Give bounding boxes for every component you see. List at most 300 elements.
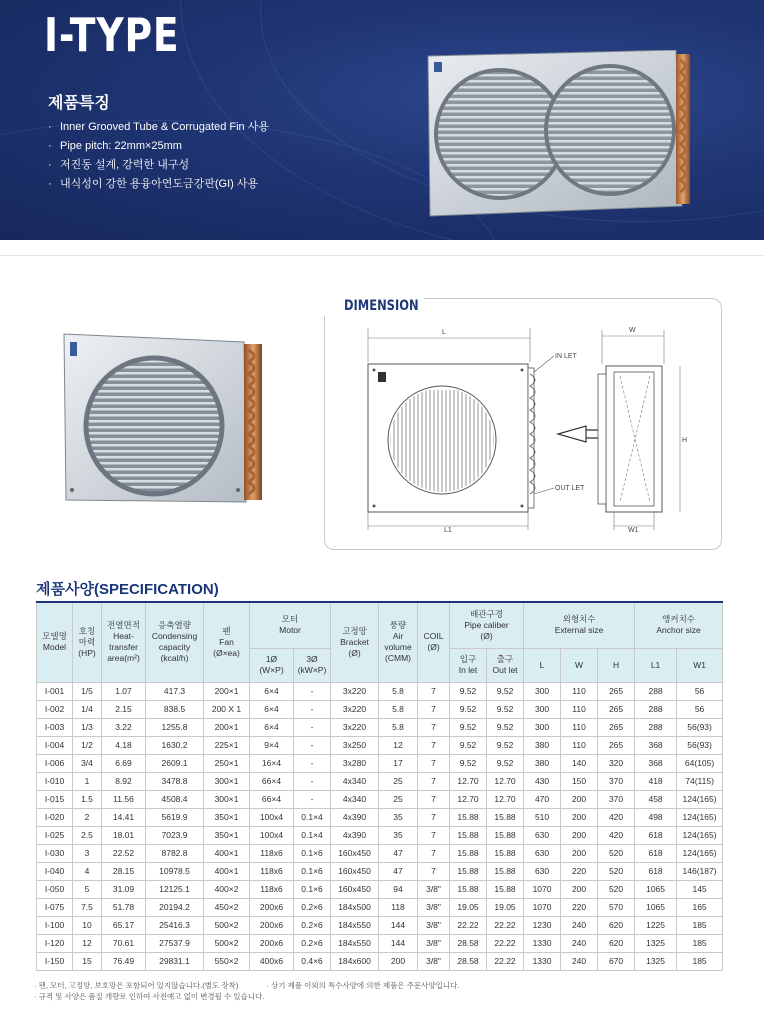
table-cell: 458 <box>635 790 677 808</box>
table-cell: I-025 <box>37 826 73 844</box>
table-cell: 31.09 <box>102 880 146 898</box>
condenser-single-fan-image <box>62 330 272 506</box>
table-cell: 124(165) <box>677 826 723 844</box>
table-cell: 400×1 <box>204 862 250 880</box>
table-cell: 9×4 <box>250 736 294 754</box>
table-cell: 350×1 <box>204 826 250 844</box>
table-cell: 1/4 <box>73 700 102 718</box>
table-cell: 28.58 <box>450 934 487 952</box>
table-cell: 184x550 <box>331 916 379 934</box>
table-cell: 15.88 <box>450 808 487 826</box>
table-cell: 8.92 <box>102 772 146 790</box>
table-cell: 22.22 <box>450 916 487 934</box>
table-row <box>37 682 723 700</box>
table-row <box>37 952 723 970</box>
col-header-motor-3ph: 3Ø (kW×P) <box>294 648 331 682</box>
spec-title: 제품사양(SPECIFICATION) <box>36 581 219 598</box>
table-cell: 498 <box>635 808 677 826</box>
table-row <box>37 862 723 880</box>
col-header-pipe-out: 출구 Out let <box>487 648 524 682</box>
table-cell: 25416.3 <box>146 916 204 934</box>
table-cell: 200 <box>561 880 598 898</box>
table-cell: 200 <box>561 844 598 862</box>
table-cell: - <box>294 682 331 700</box>
table-cell: 1225 <box>635 916 677 934</box>
col-header-hp: 호칭 마력 (HP) <box>73 602 102 682</box>
col-header-coil: COIL (Ø) <box>418 602 450 682</box>
table-cell: 185 <box>677 916 723 934</box>
col-header-motor-1ph: 1Ø (W×P) <box>250 648 294 682</box>
table-cell: 7 <box>418 736 450 754</box>
table-cell: 510 <box>524 808 561 826</box>
table-cell: 19.05 <box>487 898 524 916</box>
table-cell: I-001 <box>37 682 73 700</box>
table-cell: 7 <box>418 700 450 718</box>
table-cell: 618 <box>635 862 677 880</box>
table-cell: 520 <box>598 844 635 862</box>
table-cell: I-050 <box>37 880 73 898</box>
table-cell: 5 <box>73 880 102 898</box>
table-cell: 15.88 <box>450 880 487 898</box>
table-cell: 288 <box>635 682 677 700</box>
feature-item: · 저진동 설계, 강력한 내구성 <box>48 159 190 171</box>
table-cell: 28.58 <box>450 952 487 970</box>
table-cell: 110 <box>561 736 598 754</box>
table-cell: 300 <box>524 700 561 718</box>
table-cell: I-075 <box>37 898 73 916</box>
table-cell: 11.56 <box>102 790 146 808</box>
table-cell: 124(165) <box>677 808 723 826</box>
table-cell: 25 <box>379 790 418 808</box>
table-cell: 118x6 <box>250 880 294 898</box>
col-header-model: 모델명 Model <box>37 602 73 682</box>
table-cell: 630 <box>524 844 561 862</box>
table-cell: 300 <box>524 718 561 736</box>
table-cell: 6×4 <box>250 718 294 736</box>
table-cell: 9.52 <box>450 682 487 700</box>
table-cell: 618 <box>635 844 677 862</box>
table-cell: 3478.8 <box>146 772 204 790</box>
table-cell: 14.41 <box>102 808 146 826</box>
table-cell: 5.8 <box>379 718 418 736</box>
table-cell: 1330 <box>524 934 561 952</box>
table-cell: - <box>294 772 331 790</box>
table-cell: 570 <box>598 898 635 916</box>
table-row <box>37 826 723 844</box>
col-header-fan: 팬 Fan (Ø×ea) <box>204 602 250 682</box>
table-cell: 4 <box>73 862 102 880</box>
table-cell: 12.70 <box>450 790 487 808</box>
table-cell: 56 <box>677 682 723 700</box>
table-cell: 430 <box>524 772 561 790</box>
table-cell: 380 <box>524 754 561 772</box>
table-cell: 56 <box>677 700 723 718</box>
table-cell: 7023.9 <box>146 826 204 844</box>
table-cell: 1325 <box>635 934 677 952</box>
table-cell: 200×1 <box>204 718 250 736</box>
table-cell: 64(105) <box>677 754 723 772</box>
table-cell: 70.61 <box>102 934 146 952</box>
table-cell: 470 <box>524 790 561 808</box>
table-cell: 380 <box>524 736 561 754</box>
footnote: · 상기 제품 이외의 특수사양에 의한 제품은 주문사양입니다. <box>266 981 460 990</box>
table-cell: 12 <box>379 736 418 754</box>
table-cell: 300 <box>524 682 561 700</box>
page-title: I-TYPE <box>44 8 180 62</box>
table-cell: 7 <box>418 772 450 790</box>
table-cell: - <box>294 736 331 754</box>
table-cell: 3/8" <box>418 898 450 916</box>
table-cell: 200 X 1 <box>204 700 250 718</box>
table-cell: 0.1×6 <box>294 844 331 862</box>
table-row <box>37 700 723 718</box>
table-cell: 18.01 <box>102 826 146 844</box>
table-cell: 185 <box>677 934 723 952</box>
table-cell: 7 <box>418 808 450 826</box>
table-cell: 15.88 <box>487 880 524 898</box>
table-cell: 0.2×6 <box>294 898 331 916</box>
table-cell: 160x450 <box>331 862 379 880</box>
table-cell: 9.52 <box>487 736 524 754</box>
table-cell: 5.8 <box>379 700 418 718</box>
table-cell: 3x250 <box>331 736 379 754</box>
table-cell: 450×2 <box>204 898 250 916</box>
table-cell: 76.49 <box>102 952 146 970</box>
table-cell: 15.88 <box>450 862 487 880</box>
table-cell: 1065 <box>635 898 677 916</box>
table-cell: 10978.5 <box>146 862 204 880</box>
table-cell: 265 <box>598 700 635 718</box>
table-cell: 184x600 <box>331 952 379 970</box>
table-cell: 2609.1 <box>146 754 204 772</box>
table-cell: 500×2 <box>204 934 250 952</box>
table-cell: I-010 <box>37 772 73 790</box>
table-cell: 1 <box>73 772 102 790</box>
table-cell: 0.2×6 <box>294 916 331 934</box>
table-cell: 124(165) <box>677 790 723 808</box>
table-cell: 630 <box>524 862 561 880</box>
table-cell: 145 <box>677 880 723 898</box>
table-cell: 400×1 <box>204 844 250 862</box>
table-cell: 1630.2 <box>146 736 204 754</box>
table-cell: 6×4 <box>250 682 294 700</box>
table-cell: 7 <box>418 862 450 880</box>
table-cell: 368 <box>635 754 677 772</box>
table-cell: 65.17 <box>102 916 146 934</box>
table-cell: 27537.9 <box>146 934 204 952</box>
features-heading: 제품특징 <box>48 95 110 112</box>
table-cell: 6.69 <box>102 754 146 772</box>
col-header-ext-h: H <box>598 648 635 682</box>
table-cell: 8782.8 <box>146 844 204 862</box>
feature-item: · 내식성이 강한 용융아연도금강판(GI) 사용 <box>48 178 259 190</box>
table-cell: 0.1×4 <box>294 808 331 826</box>
col-header-external: 외형치수 External size <box>524 602 635 648</box>
col-header-pipe: 배관구경 Pipe caliber (Ø) <box>450 602 524 648</box>
table-cell: 2.5 <box>73 826 102 844</box>
table-cell: 94 <box>379 880 418 898</box>
table-cell: 220 <box>561 862 598 880</box>
table-cell: 200 <box>561 808 598 826</box>
table-cell: 320 <box>598 754 635 772</box>
table-cell: 200 <box>561 790 598 808</box>
table-cell: 47 <box>379 844 418 862</box>
table-cell: 4x390 <box>331 826 379 844</box>
table-cell: 500×2 <box>204 916 250 934</box>
table-cell: 22.22 <box>487 934 524 952</box>
table-row <box>37 772 723 790</box>
table-cell: 9.52 <box>450 718 487 736</box>
table-cell: 7 <box>418 718 450 736</box>
table-cell: 7 <box>418 844 450 862</box>
table-cell: 15.88 <box>487 808 524 826</box>
table-cell: 370 <box>598 790 635 808</box>
table-cell: I-002 <box>37 700 73 718</box>
table-cell: 3/8" <box>418 952 450 970</box>
table-cell: 3 <box>73 844 102 862</box>
table-row <box>37 790 723 808</box>
table-cell: 1/3 <box>73 718 102 736</box>
condenser-twin-fan-image <box>424 50 704 220</box>
col-header-bracket: 고정망 Bracket (Ø) <box>331 602 379 682</box>
table-cell: 3x220 <box>331 700 379 718</box>
table-cell: 240 <box>561 952 598 970</box>
table-cell: 47 <box>379 862 418 880</box>
table-cell: 3/8" <box>418 916 450 934</box>
table-cell: 22.52 <box>102 844 146 862</box>
inlet-label: IN LET <box>555 353 577 360</box>
table-cell: 7 <box>418 790 450 808</box>
table-row <box>37 754 723 772</box>
col-header-ext-l: L <box>524 648 561 682</box>
table-cell: 240 <box>561 916 598 934</box>
table-cell: 0.2×6 <box>294 934 331 952</box>
table-cell: 200 <box>561 826 598 844</box>
table-row <box>37 934 723 952</box>
table-cell: 28.15 <box>102 862 146 880</box>
table-cell: 1230 <box>524 916 561 934</box>
table-cell: 400x6 <box>250 952 294 970</box>
table-cell: 160x450 <box>331 844 379 862</box>
dim-label-W1: W1 <box>628 527 639 534</box>
table-cell: 25 <box>379 772 418 790</box>
table-cell: 520 <box>598 880 635 898</box>
table-cell: 66×4 <box>250 790 294 808</box>
dim-label-H: H <box>682 437 688 444</box>
table-cell: 618 <box>635 826 677 844</box>
table-cell: 4.18 <box>102 736 146 754</box>
table-cell: 1330 <box>524 952 561 970</box>
table-cell: 520 <box>598 862 635 880</box>
table-cell: 3/4 <box>73 754 102 772</box>
table-cell: 265 <box>598 682 635 700</box>
feature-item: · Pipe pitch: 22mm×25mm <box>48 140 182 152</box>
table-cell: 420 <box>598 808 635 826</box>
table-cell: 0.1×6 <box>294 880 331 898</box>
table-cell: 150 <box>561 772 598 790</box>
table-cell: 288 <box>635 718 677 736</box>
table-cell: - <box>294 700 331 718</box>
table-cell: 15.88 <box>487 862 524 880</box>
table-cell: 400×2 <box>204 880 250 898</box>
col-header-anchor-l1: L1 <box>635 648 677 682</box>
table-cell: 66×4 <box>250 772 294 790</box>
table-cell: 22.22 <box>487 952 524 970</box>
table-cell: 51.78 <box>102 898 146 916</box>
table-cell: 630 <box>524 826 561 844</box>
table-cell: 200x6 <box>250 934 294 952</box>
table-cell: 74(115) <box>677 772 723 790</box>
table-cell: 20194.2 <box>146 898 204 916</box>
table-cell: 265 <box>598 718 635 736</box>
table-row <box>37 916 723 934</box>
table-cell: 3x220 <box>331 718 379 736</box>
dim-label-L1: L1 <box>444 527 452 534</box>
table-cell: 17 <box>379 754 418 772</box>
dim-label-L: L <box>442 329 446 336</box>
table-cell: I-015 <box>37 790 73 808</box>
table-cell: 200×1 <box>204 682 250 700</box>
table-cell: I-030 <box>37 844 73 862</box>
table-cell: 15.88 <box>450 844 487 862</box>
table-cell: I-020 <box>37 808 73 826</box>
table-cell: 12125.1 <box>146 880 204 898</box>
table-cell: 4x340 <box>331 772 379 790</box>
table-cell: 420 <box>598 826 635 844</box>
table-cell: 7 <box>418 682 450 700</box>
table-cell: 288 <box>635 700 677 718</box>
dimension-title: DIMENSION <box>344 298 419 314</box>
table-cell: 140 <box>561 754 598 772</box>
footnote: · 팬, 모터, 고정망, 보호망은 포함되어 있지않습니다.(별도 장착) <box>34 981 239 990</box>
table-cell: I-006 <box>37 754 73 772</box>
table-cell: 7 <box>418 754 450 772</box>
outlet-label: OUT LET <box>555 485 585 492</box>
table-cell: 15.88 <box>450 826 487 844</box>
table-cell: 350×1 <box>204 808 250 826</box>
table-cell: 265 <box>598 736 635 754</box>
table-cell: 1325 <box>635 952 677 970</box>
table-cell: 12.70 <box>487 772 524 790</box>
table-cell: 110 <box>561 700 598 718</box>
table-cell: - <box>294 754 331 772</box>
table-cell: 3.22 <box>102 718 146 736</box>
table-cell: 1/5 <box>73 682 102 700</box>
table-cell: 184x500 <box>331 898 379 916</box>
col-header-anchor: 앵커치수 Anchor size <box>635 602 723 648</box>
table-cell: I-100 <box>37 916 73 934</box>
table-cell: I-004 <box>37 736 73 754</box>
col-header-ext-w: W <box>561 648 598 682</box>
table-cell: 9.52 <box>450 736 487 754</box>
table-cell: 240 <box>561 934 598 952</box>
table-cell: 670 <box>598 952 635 970</box>
table-cell: 19.05 <box>450 898 487 916</box>
table-cell: 110 <box>561 718 598 736</box>
table-cell: 0.1×4 <box>294 826 331 844</box>
table-cell: 0.1×6 <box>294 862 331 880</box>
table-cell: 200 <box>379 952 418 970</box>
table-cell: 184x550 <box>331 934 379 952</box>
table-cell: 200x6 <box>250 916 294 934</box>
table-cell: 35 <box>379 826 418 844</box>
table-cell: 417.3 <box>146 682 204 700</box>
table-cell: 160x450 <box>331 880 379 898</box>
dimension-drawing <box>324 316 720 542</box>
table-cell: 1065 <box>635 880 677 898</box>
table-cell: 370 <box>598 772 635 790</box>
table-cell: 300×1 <box>204 772 250 790</box>
table-row <box>37 718 723 736</box>
table-cell: 3/8" <box>418 880 450 898</box>
table-cell: 1070 <box>524 898 561 916</box>
col-header-capacity: 응축열량 Condensing capacity (kcal/h) <box>146 602 204 682</box>
dim-label-W: W <box>629 327 636 334</box>
table-cell: 620 <box>598 934 635 952</box>
col-header-motor: 모터 Motor <box>250 602 331 648</box>
table-cell: 7 <box>418 826 450 844</box>
table-cell: 1070 <box>524 880 561 898</box>
footnote: · 규격 및 사양은 품질 개량로 인하여 사전예고 없이 변경될 수 있습니다. <box>34 992 265 1001</box>
table-cell: 35 <box>379 808 418 826</box>
col-header-area: 전열면적 Heat- transfer area(m²) <box>102 602 146 682</box>
table-cell: 3x280 <box>331 754 379 772</box>
table-cell: 110 <box>561 682 598 700</box>
table-row <box>37 808 723 826</box>
table-cell: 12.70 <box>450 772 487 790</box>
table-cell: 250×1 <box>204 754 250 772</box>
feature-item: · Inner Grooved Tube & Corrugated Fin 사용 <box>48 121 269 133</box>
table-cell: 118x6 <box>250 844 294 862</box>
table-cell: - <box>294 718 331 736</box>
table-cell: I-120 <box>37 934 73 952</box>
table-cell: 9.52 <box>450 754 487 772</box>
table-row <box>37 844 723 862</box>
table-cell: 6×4 <box>250 700 294 718</box>
table-row <box>37 736 723 754</box>
table-row <box>37 898 723 916</box>
table-cell: 9.52 <box>487 682 524 700</box>
spec-table-body <box>37 682 723 970</box>
table-cell: 12 <box>73 934 102 952</box>
table-cell: 146(187) <box>677 862 723 880</box>
features-list <box>48 118 269 194</box>
table-cell: I-003 <box>37 718 73 736</box>
table-cell: 838.5 <box>146 700 204 718</box>
table-cell: I-150 <box>37 952 73 970</box>
table-cell: 1/2 <box>73 736 102 754</box>
table-cell: 1.07 <box>102 682 146 700</box>
table-cell: 9.52 <box>487 718 524 736</box>
table-cell: 118x6 <box>250 862 294 880</box>
table-cell: 5.8 <box>379 682 418 700</box>
table-row <box>37 880 723 898</box>
table-cell: 100x4 <box>250 826 294 844</box>
table-cell: 3/8" <box>418 934 450 952</box>
table-cell: 15.88 <box>487 844 524 862</box>
table-cell: 144 <box>379 916 418 934</box>
table-cell: - <box>294 790 331 808</box>
col-header-pipe-in: 입구 In let <box>450 648 487 682</box>
table-cell: 4x340 <box>331 790 379 808</box>
table-cell: 10 <box>73 916 102 934</box>
table-cell: 550×2 <box>204 952 250 970</box>
table-cell: 620 <box>598 916 635 934</box>
table-cell: 29831.1 <box>146 952 204 970</box>
table-cell: 0.4×6 <box>294 952 331 970</box>
table-cell: 4508.4 <box>146 790 204 808</box>
table-cell: 4x390 <box>331 808 379 826</box>
